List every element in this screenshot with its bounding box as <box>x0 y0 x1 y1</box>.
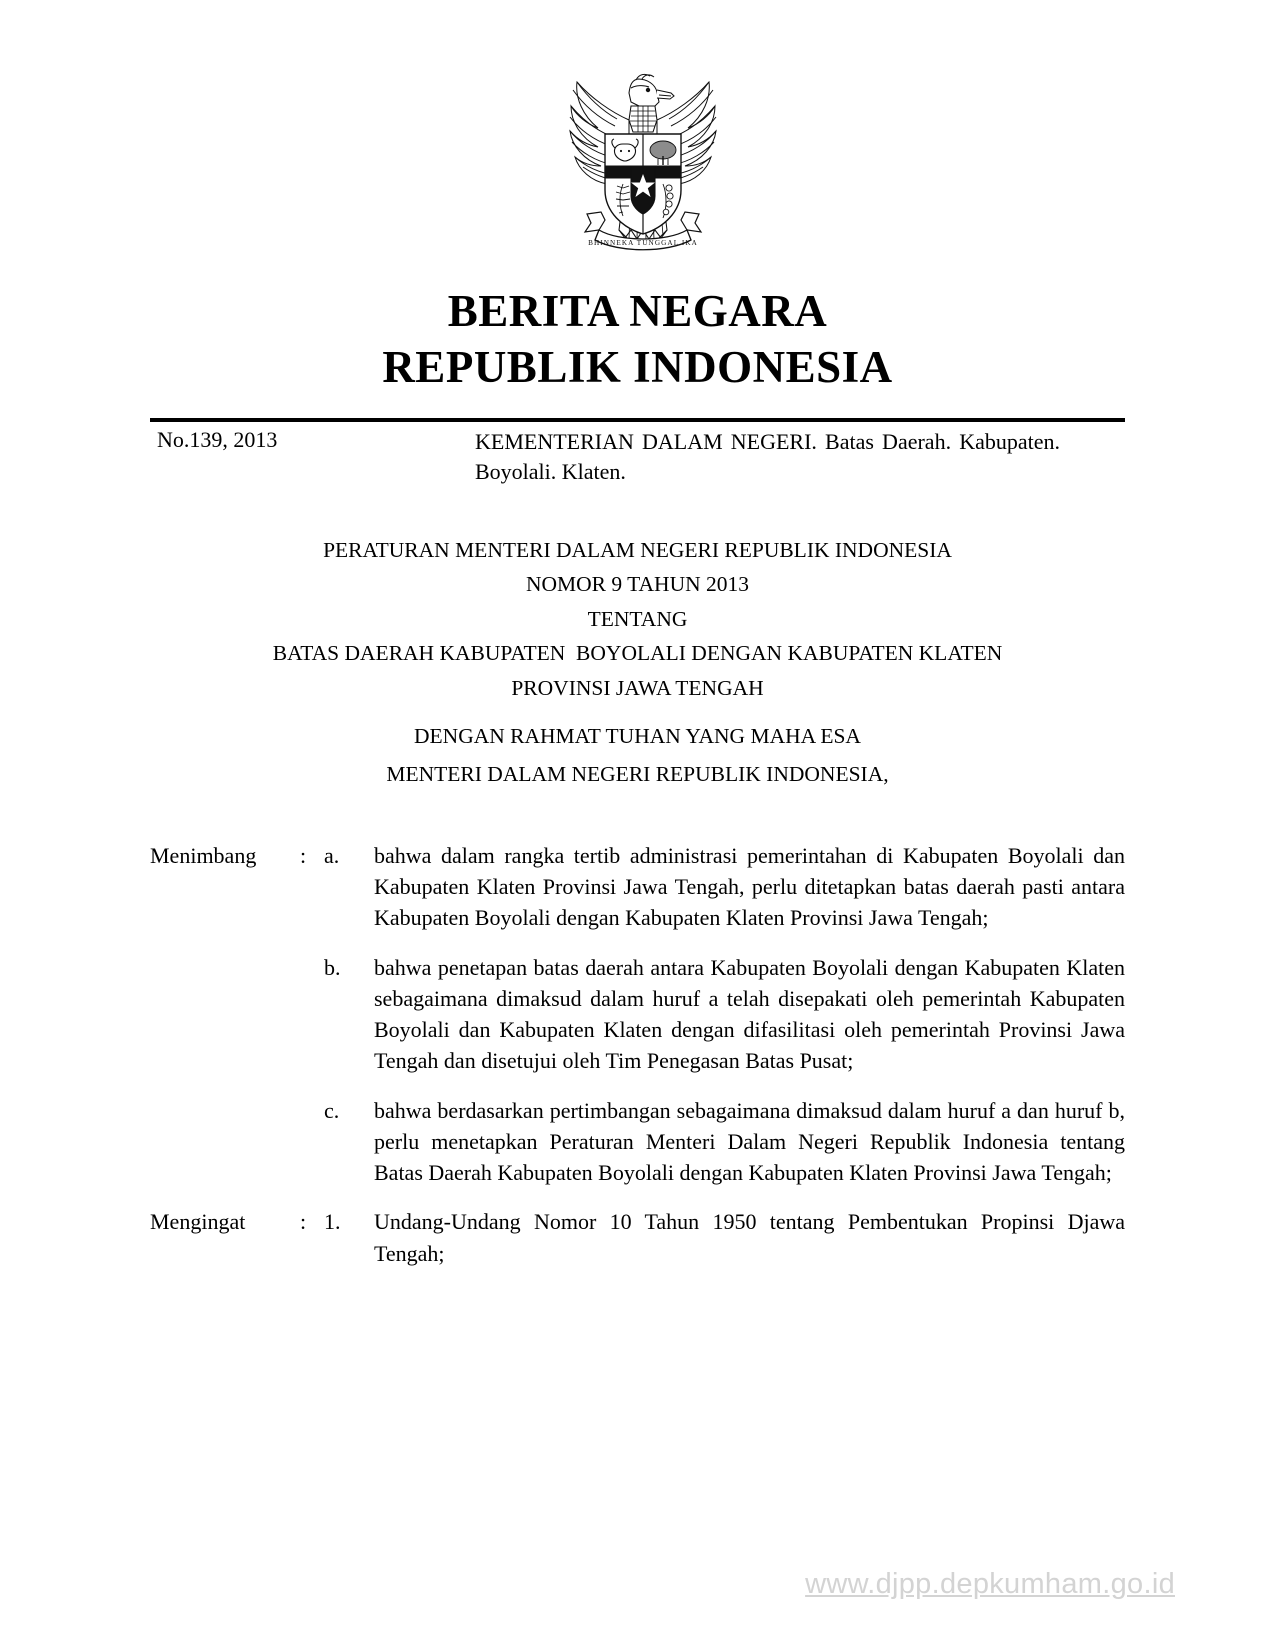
clause-list <box>150 840 1125 1269</box>
svg-text:BHINNEKA TUNGGAL IKA: BHINNEKA TUNGGAL IKA <box>587 239 698 247</box>
clause-marker: a. <box>324 843 340 868</box>
clause-label: Menimbang <box>150 843 257 868</box>
regulation-title-line-1: PERATURAN MENTERI DALAM NEGERI REPUBLIK INDONESIA <box>323 538 952 562</box>
clause-marker: 1. <box>324 1209 341 1235</box>
clause-row <box>150 840 1125 934</box>
regulation-about-label: TENTANG <box>587 606 688 631</box>
clause-marker: b. <box>324 954 341 980</box>
clause-row <box>150 1206 1125 1268</box>
clause-text: bahwa penetapan batas daerah antara Kabupaten Boyolali dengan Kabupaten Klaten sebagaimana dimaksud dalam huruf a telah disepakati oleh pemerintah Kabupaten Boyolali dan Kabupaten Klaten dengan difasilitasi oleh pemerintah Provinsi Jawa Tengah dan disetujui oleh Tim Penegasan Batas Pusat; <box>374 954 1125 1074</box>
clause-colon: : <box>300 1209 307 1235</box>
issue-number: No.139, 2013 <box>157 427 278 452</box>
clause-text: bahwa dalam rangka tertib administrasi pemerintahan di Kabupaten Boyolali dan Kabupaten Klaten Provinsi Jawa Tengah, perlu ditetapkan batas daerah pasti antara Kabupaten Boyolali dengan Kabupaten Klaten Provinsi Jawa Tengah; <box>374 843 1125 931</box>
invocation-line-2: MENTERI DALAM NEGERI REPUBLIK INDONESIA, <box>386 761 889 786</box>
regulation-subject-line-1: BATAS DAERAH KABUPATEN BOYOLALI DENGAN KABUPATEN KLATEN <box>272 641 1003 666</box>
clause-row <box>150 1095 1125 1189</box>
source-watermark-text: www.djpp.depkumham.go.id <box>805 1568 1175 1600</box>
source-watermark <box>0 1568 1275 1601</box>
masthead-divider <box>150 418 1125 422</box>
clause-text: Undang-Undang Nomor 10 Tahun 1950 tentang Pembentukan Propinsi Djawa Tengah; <box>374 1209 1125 1266</box>
clause-label: Mengingat <box>150 1209 246 1235</box>
clause-row <box>150 952 1125 1077</box>
regulation-title-block <box>150 533 1125 705</box>
clause-text: bahwa berdasarkan pertimbangan sebagaimana dimaksud dalam huruf a dan huruf b, perlu menetapkan Peraturan Menteri Dalam Negeri Republik Indonesia tentang Batas Daerah Kabupaten Boyolali dengan Kabupaten Klaten Provinsi Jawa Tengah; <box>374 1097 1125 1186</box>
invocation-line-1: DENGAN RAHMAT TUHAN YANG MAHA ESA <box>414 724 861 748</box>
masthead <box>150 283 1125 396</box>
invocation-block <box>150 718 1125 793</box>
regulation-subject-line-2: PROVINSI JAWA TENGAH <box>511 675 764 700</box>
masthead-line-1: BERITA NEGARA <box>447 286 828 336</box>
masthead-line-2: REPUBLIK INDONESIA <box>382 342 893 393</box>
clause-colon: : <box>300 843 307 868</box>
clause-marker: c. <box>324 1097 340 1123</box>
garuda-pancasila-emblem <box>0 62 1275 272</box>
issue-subject: KEMENTERIAN DALAM NEGERI. Batas Daerah. Kabupaten. Boyolali. Klaten. <box>475 429 1060 484</box>
regulation-number: NOMOR 9 TAHUN 2013 <box>525 572 750 597</box>
